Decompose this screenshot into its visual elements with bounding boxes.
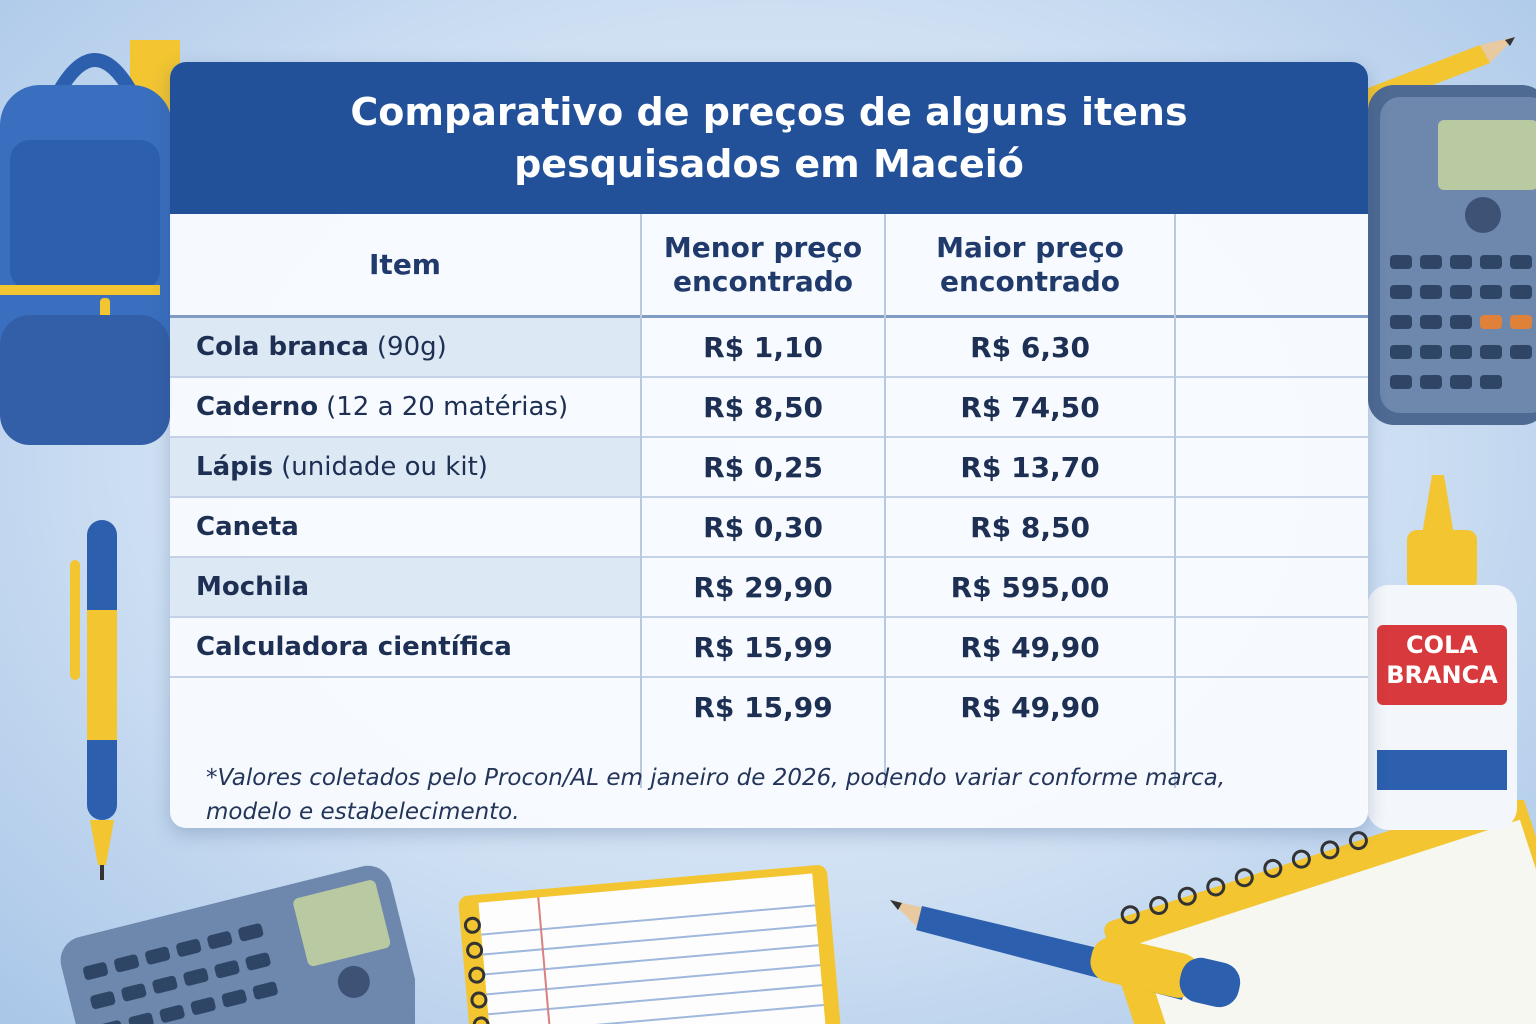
pen-illustration [62,520,142,885]
item-cell [196,498,307,556]
column-header-min-price: Menor preço encontrado [663,230,863,298]
table-row [170,438,1368,498]
price-comparison-card [170,62,1368,828]
min-price-cell: R$ 0,30 [703,510,823,544]
item-cell [196,678,204,736]
max-price-cell: R$ 13,70 [960,450,1100,484]
max-price-cell: R$ 49,90 [960,630,1100,664]
item-detail: (90g) [376,332,447,362]
max-price-cell: R$ 595,00 [950,570,1110,604]
table-row [170,378,1368,438]
min-price-cell: R$ 15,99 [693,630,833,664]
item-name: Lápis [196,452,274,482]
item-name: Cola branca [196,332,369,362]
item-cell [196,558,317,616]
column-header-item: Item [369,247,441,281]
table-row [170,318,1368,378]
min-price-cell: R$ 8,50 [703,390,823,424]
notebook-illustration [455,860,845,1024]
calculator-illustration [1368,85,1536,425]
max-price-cell: R$ 8,50 [970,510,1090,544]
min-price-cell: R$ 29,90 [693,570,833,604]
item-cell [196,438,488,496]
item-name: Caderno [196,392,319,422]
table-row [170,498,1368,558]
item-name: Mochila [196,572,310,602]
item-detail: (12 a 20 matérias) [326,392,569,422]
item-name: Caneta [196,512,299,542]
column-header-max-price: Maior preço encontrado [936,230,1124,298]
table-row [170,618,1368,678]
column-divider [1174,214,1176,788]
max-price-cell: R$ 6,30 [970,330,1090,364]
max-price-cell: R$ 49,90 [960,690,1100,724]
column-divider [884,214,886,788]
glue-label [1377,630,1507,690]
pencil-illustration [890,890,1250,1024]
card-header [170,62,1368,214]
price-table [170,214,1368,788]
min-price-cell: R$ 1,10 [703,330,823,364]
item-detail: (unidade ou kit) [281,452,488,482]
item-cell [196,378,568,436]
item-name: Calculadora científica [196,632,512,662]
table-row [170,558,1368,618]
page-title: Comparativo de preços de alguns itens pesquisados em Maceió [350,90,1188,186]
backpack-illustration [0,30,180,450]
item-cell [196,318,447,376]
min-price-cell: R$ 15,99 [693,690,833,724]
column-divider [640,214,642,788]
min-price-cell: R$ 0,25 [703,450,823,484]
calculator-illustration [55,860,415,1024]
glue-label-line1: COLA [1406,631,1478,659]
glue-label-line2: BRANCA [1386,661,1498,689]
footnote: *Valores coletados pelo Procon/AL em janeiro de 2026, podendo variar conforme marca, modelo e estabelecimento. [206,765,1226,825]
max-price-cell: R$ 74,50 [960,390,1100,424]
table-row [170,678,1368,736]
item-cell [196,618,520,676]
